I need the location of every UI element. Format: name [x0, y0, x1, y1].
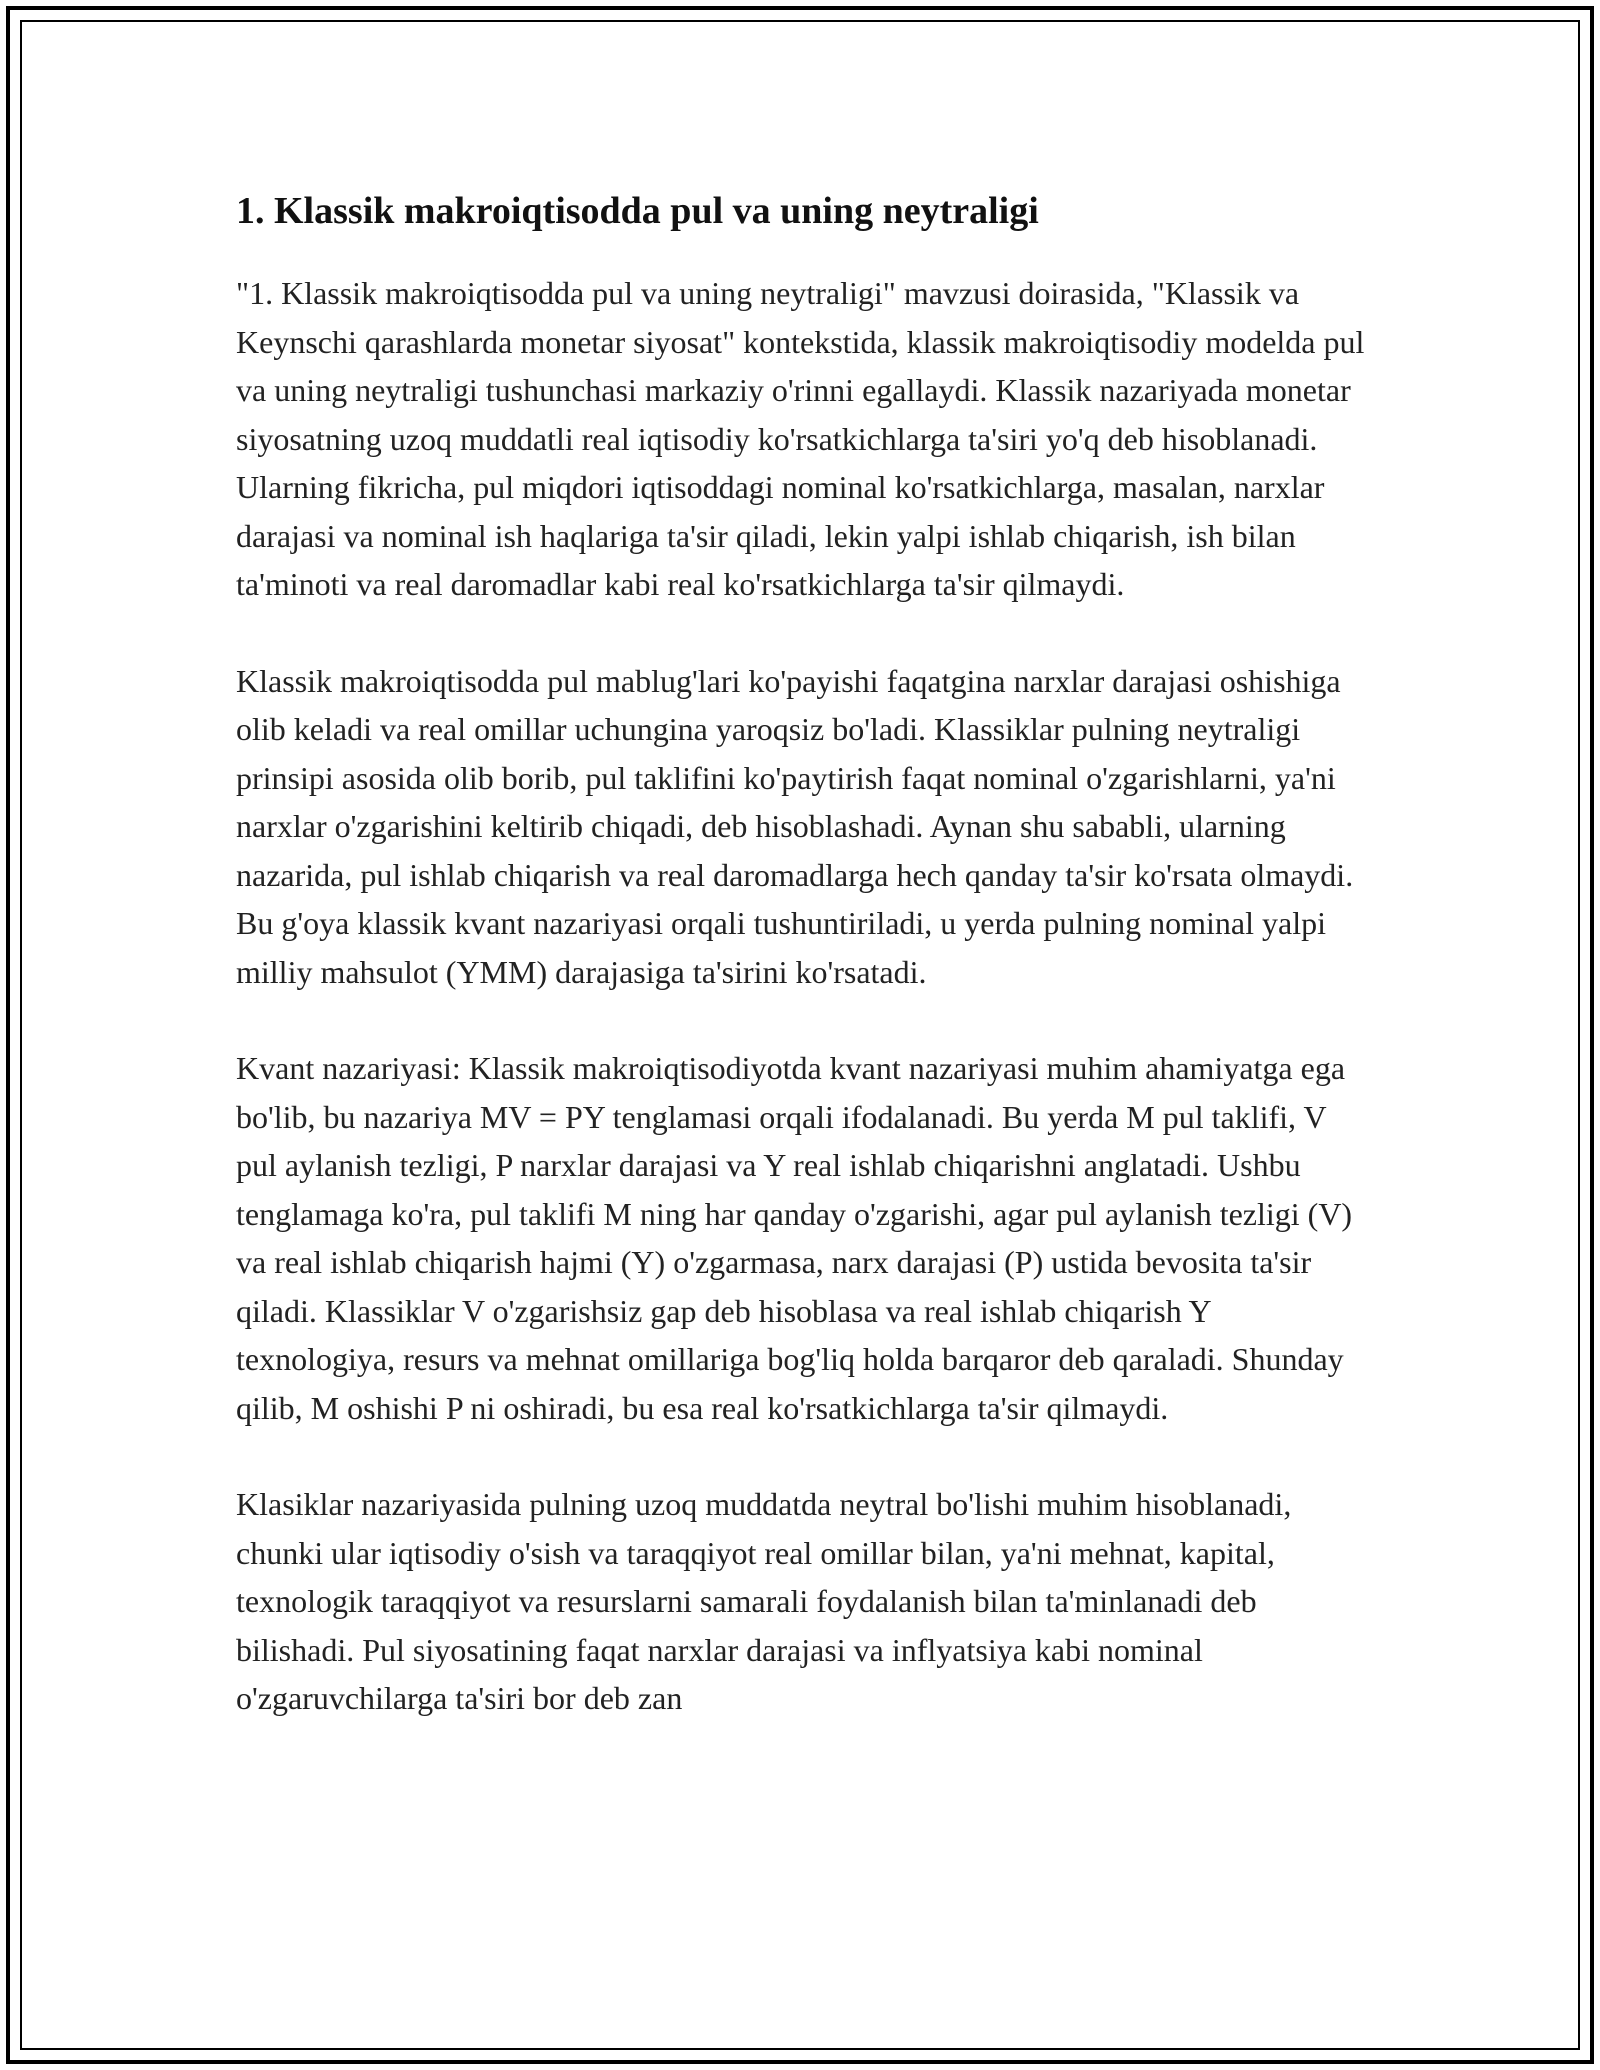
paragraph-3: Kvant nazariyasi: Klassik makroiqtisodiyotda kvant nazariyasi muhim ahamiyatga ega bo'lib, bu nazariya MV = PY tenglamasi orqali ifodalanadi. Bu yerda M pul taklifi, V pul aylanish tezligi, P narxlar darajasi va Y real ishlab chiqarishni anglatadi. Ushbu tenglamaga ko'ra, pul taklifi M ning har qanday o'zgarishi, agar pul aylanish tezligi (V) va real ishlab chiqarish hajmi (Y) o'zgarmasa, narx darajasi (P) ustida bevosita ta'sir qiladi. Klassiklar V o'zgarishsiz gap deb hisoblasa va real ishlab chiqarish Y texnologiya, resurs va mehnat omillariga bog'liq holda barqaror deb qaraladi. Shunday qilib, M oshishi P ni oshiradi, bu esa real ko'rsatkichlarga ta'sir qilmaydi. [236, 1050, 1353, 1426]
paragraph-1: "1. Klassik makroiqtisodda pul va uning neytraligi" mavzusi doirasida, "Klassik va Keynschi qarashlarda monetar siyosat" kontekstida, klassik makroiqtisodiy modelda pul va uning neytraligi tushunchasi markaziy o'rinni egallaydi. Klassik nazariyada monetar siyosatning uzoq muddatli real iqtisodiy ko'rsatkichlarga ta'siri yo'q deb hisoblanadi. Ularning fikricha, pul miqdori iqtisoddagi nominal ko'rsatkichlarga, masalan, narxlar darajasi va nominal ish haqlariga ta'sir qiladi, lekin yalpi ishlab chiqarish, ish bilan ta'minoti va real daromadlar kabi real ko'rsatkichlarga ta'sir qilmaydi. [236, 275, 1365, 602]
paragraph-4: Klasiklar nazariyasida pulning uzoq muddatda neytral bo'lishi muhim hisoblanadi, chunki ular iqtisodiy o'sish va taraqqiyot real omillar bilan, ya'ni mehnat, kapital, texnologik taraqqiyot va resurslarni samarali foydalanish bilan ta'minlanadi deb bilishadi. Pul siyosatining faqat narxlar darajasi va inflyatsiya kabi nominal o'zgaruvchilarga ta'siri bor deb zan [236, 1486, 1292, 1716]
section-heading: 1. Klassik makroiqtisodda pul va uning neytraligi [236, 190, 1039, 232]
document-body [236, 185, 1366, 1771]
paragraph-2: Klassik makroiqtisodda pul mablug'lari ko'payishi faqatgina narxlar darajasi oshishiga olib keladi va real omillar uchungina yaroqsiz bo'ladi. Klassiklar pulning neytraligi prinsipi asosida olib borib, pul taklifini ko'paytirish faqat nominal o'zgarishlarni, ya'ni narxlar o'zgarishini keltirib chiqadi, deb hisoblashadi. Aynan shu sababli, ularning nazarida, pul ishlab chiqarish va real daromadlarga hech qanday ta'sir ko'rsata olmaydi. Bu g'oya klassik kvant nazariyasi orqali tushuntiriladi, u yerda pulning nominal yalpi milliy mahsulot (YMM) darajasiga ta'sirini ko'rsatadi. [236, 662, 1354, 990]
